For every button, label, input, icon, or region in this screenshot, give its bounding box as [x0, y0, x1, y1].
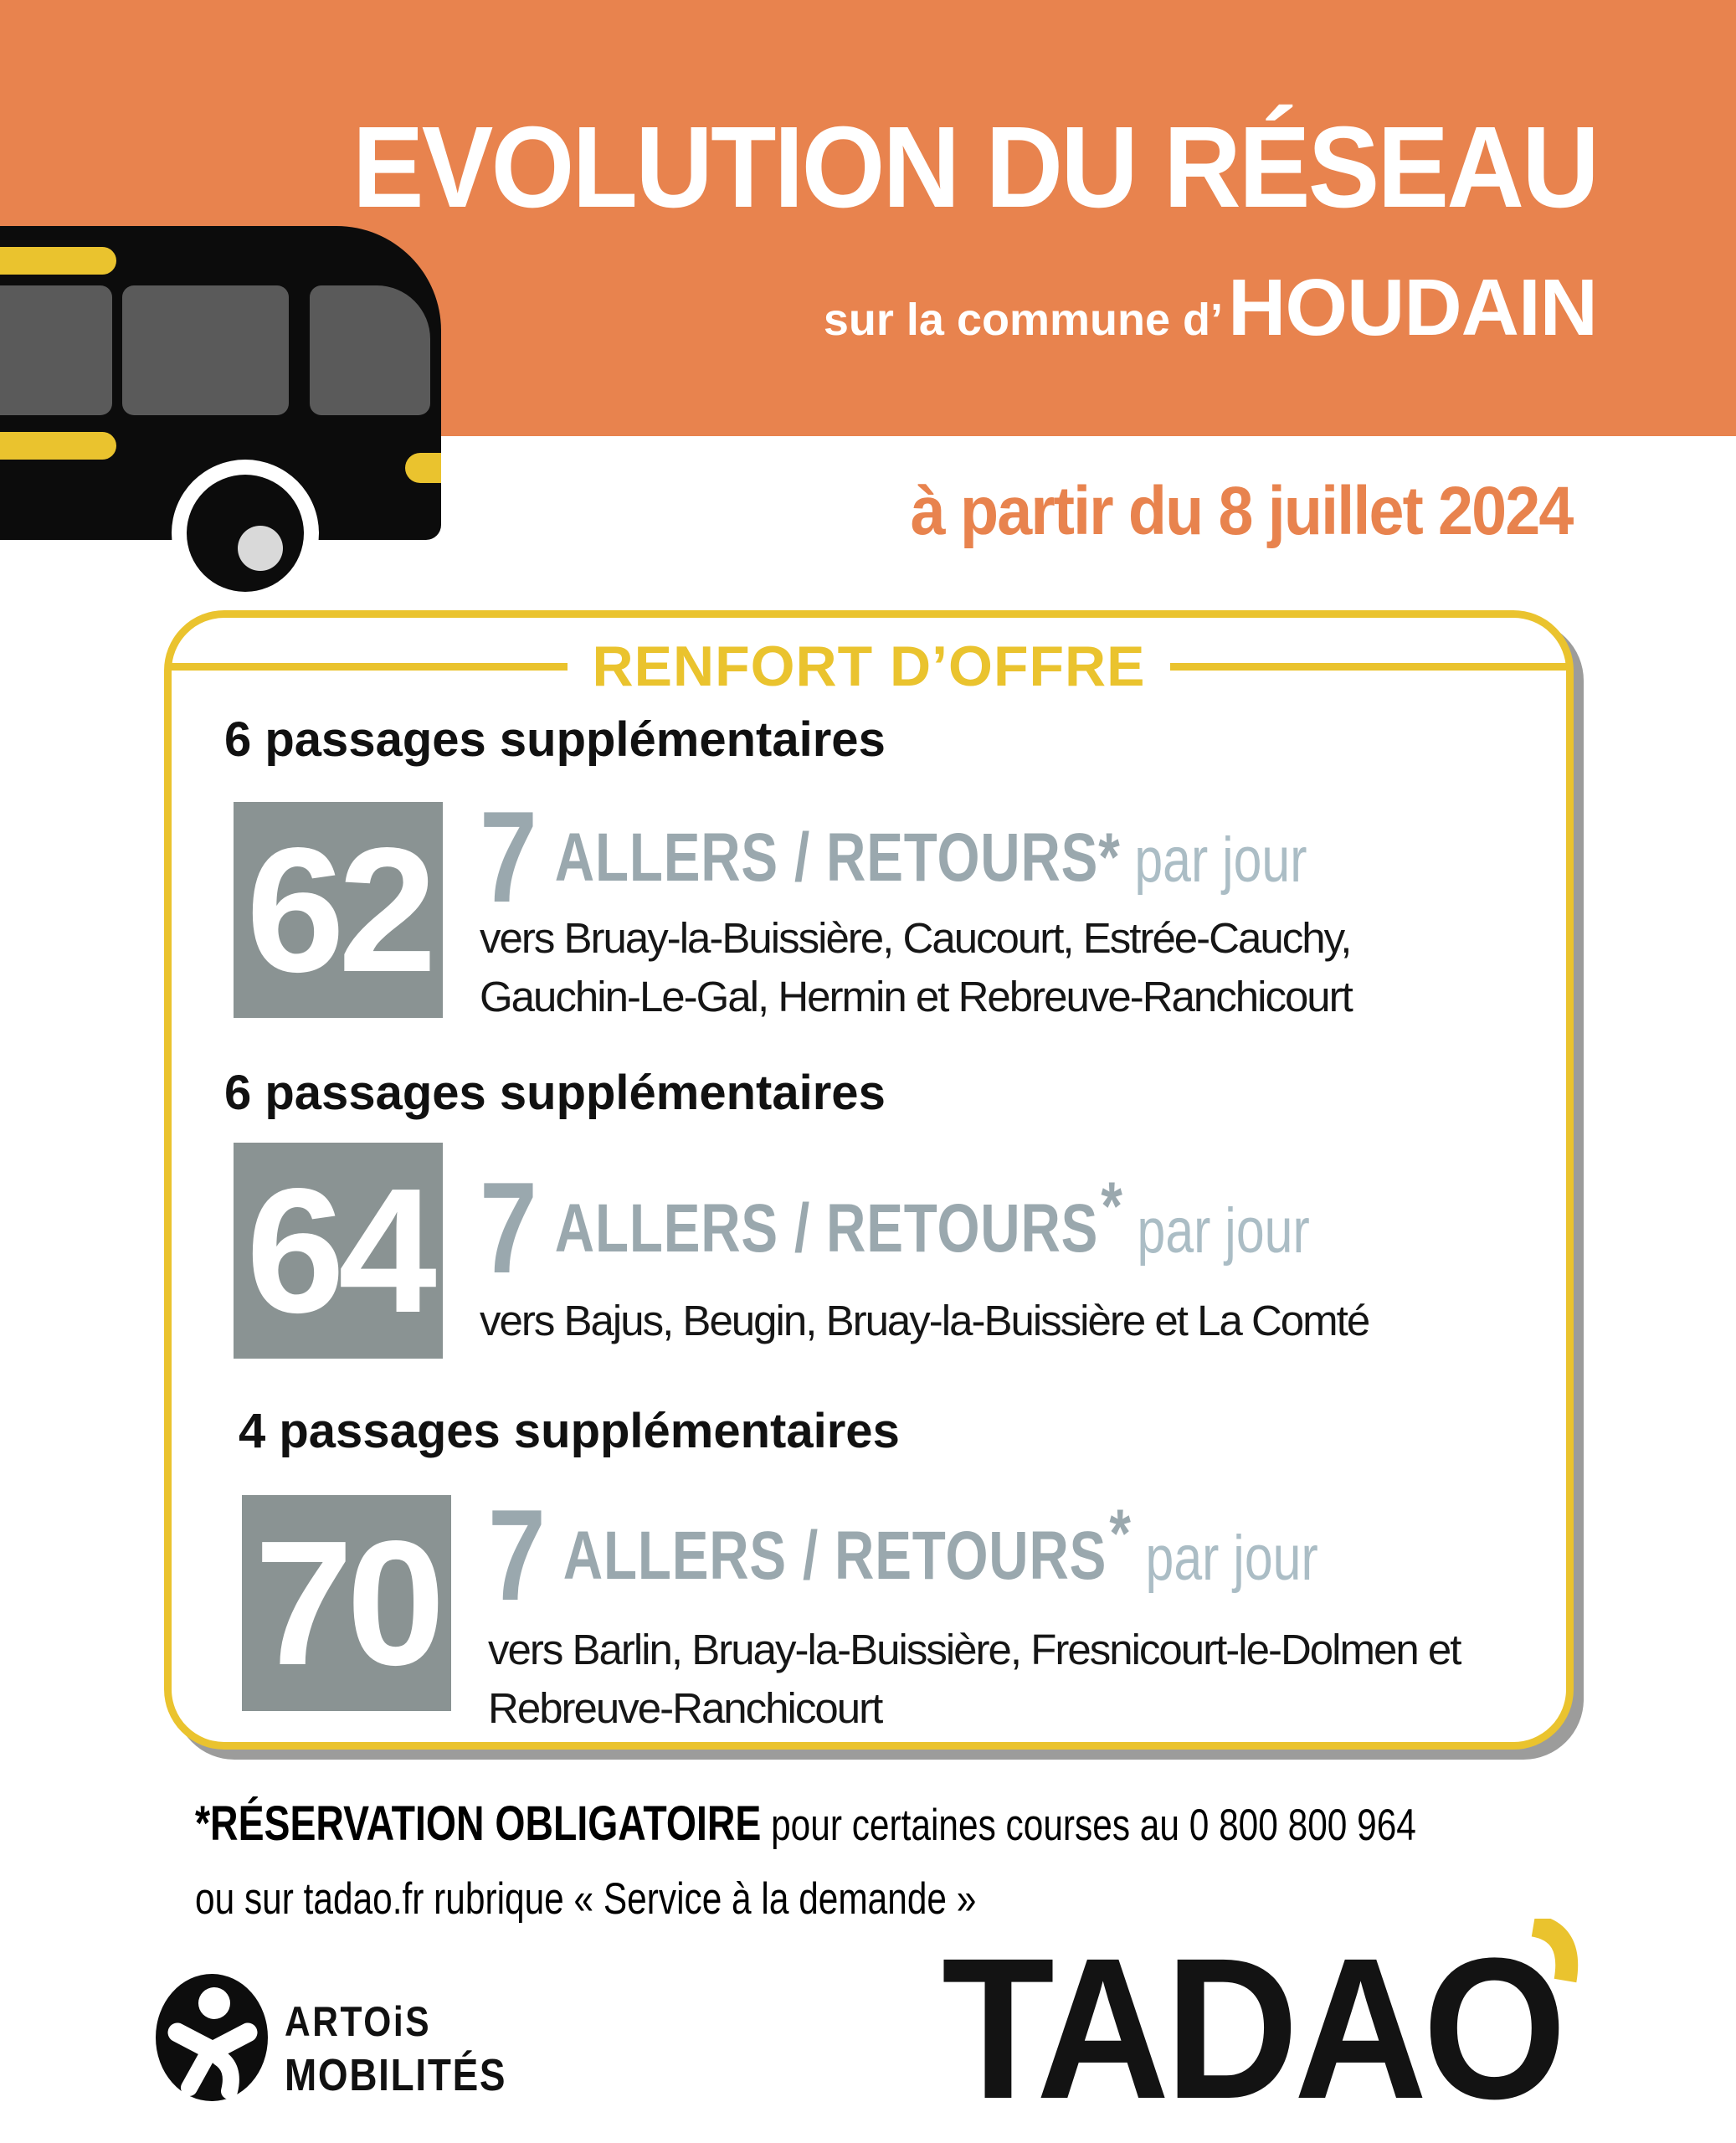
- section-row-line-64: [234, 1143, 1518, 1359]
- offer-box: [164, 610, 1574, 1750]
- bus-stripe-top: [0, 247, 116, 275]
- section-row-line-62: [234, 784, 1514, 1027]
- bus-window-rear: [0, 285, 112, 415]
- trips-frequency-62: par jour: [1134, 825, 1307, 896]
- line-number-badge-64: [234, 1143, 443, 1359]
- section-heading-line-70: 4 passages supplémentaires: [239, 1404, 900, 1458]
- bus-tire: [187, 475, 304, 592]
- tadao-logo: TADAO: [942, 1916, 1563, 2140]
- trip-count-64: 7: [480, 1155, 537, 1300]
- destinations-64: [480, 1292, 1518, 1350]
- artois-logo-line2: MOBILITÉS: [285, 2050, 507, 2100]
- trips-line-64: [480, 1155, 1310, 1300]
- artois-logo-text: [285, 1998, 507, 2101]
- section-details-70: [488, 1483, 1526, 1739]
- destinations-62: [480, 909, 1514, 1027]
- bus-hub: [238, 526, 283, 571]
- trips-frequency-70: par jour: [1145, 1523, 1318, 1594]
- destinations-70-line1: vers Barlin, Bruay-la-Buissière, Fresnicourt-le-Dolmen et: [488, 1626, 1461, 1673]
- trips-asterisk-64: *: [1101, 1169, 1122, 1245]
- poster-subtitle: [823, 263, 1597, 352]
- subtitle-prefix: sur la commune d’: [823, 295, 1224, 345]
- offer-title: RENFORT D’OFFRE: [592, 635, 1146, 698]
- artois-walker-icon: [156, 1974, 268, 2101]
- poster-title: EVOLUTION DU RÉSEAU: [352, 103, 1597, 232]
- bus-window-middle: [122, 285, 289, 415]
- line-number-64: 64: [246, 1151, 430, 1349]
- bus-wheel: [172, 460, 319, 607]
- offer-title-rule-left: [172, 663, 568, 671]
- trips-asterisk-70: *: [1109, 1496, 1131, 1572]
- trips-label-70: ALLERS / RETOURS: [562, 1518, 1107, 1594]
- offer-title-row: [172, 635, 1566, 698]
- trips-line-62: [480, 784, 1307, 929]
- trip-count-62: 7: [480, 784, 537, 929]
- destinations-70: [488, 1621, 1526, 1739]
- destinations-62-line1: vers Bruay-la-Buissière, Caucourt, Estrée-Cauchy,: [480, 914, 1351, 962]
- footnote-rest: pour certaines courses au 0 800 800 964: [761, 1801, 1416, 1850]
- trips-label-64: ALLERS / RETOURS: [554, 1190, 1099, 1267]
- subtitle-city: HOUDAIN: [1228, 263, 1597, 352]
- destinations-64-line1: vers Bajus, Beugin, Bruay-la-Buissière et La Comté: [480, 1297, 1369, 1344]
- section-heading-line-64: 6 passages supplémentaires: [224, 1066, 886, 1120]
- trips-label-62: ALLERS / RETOURS: [554, 820, 1099, 896]
- destinations-62-line2: Gauchin-Le-Gal, Hermin et Rebreuve-Ranchicourt: [480, 973, 1352, 1021]
- footnote-line1: [195, 1796, 1416, 1852]
- trip-count-70: 7: [488, 1483, 546, 1627]
- trips-line-70: [488, 1483, 1318, 1627]
- section-row-line-70: [242, 1483, 1526, 1739]
- line-number-70: 70: [254, 1503, 439, 1702]
- footnote-bold: *RÉSERVATION OBLIGATOIRE: [195, 1796, 762, 1851]
- effective-date: à partir du 8 juillet 2024: [910, 473, 1572, 549]
- line-number-badge-70: [242, 1495, 451, 1711]
- reservation-footnote: [195, 1796, 1416, 1925]
- artois-mobilites-logo: [156, 1974, 546, 2101]
- bus-stripe-bottom: [0, 432, 116, 460]
- line-number-62: 62: [246, 810, 430, 1009]
- trips-frequency-64: par jour: [1137, 1195, 1310, 1267]
- trips-asterisk-62: *: [1098, 820, 1120, 896]
- artois-logo-line1: ARTOiS: [285, 1998, 432, 2045]
- bus-windshield: [310, 285, 430, 415]
- line-number-badge-62: [234, 802, 443, 1018]
- bus-headlight: [405, 453, 441, 483]
- section-details-62: [480, 784, 1514, 1027]
- offer-title-rule-right: [1170, 663, 1566, 671]
- section-heading-line-62: 6 passages supplémentaires: [224, 712, 886, 767]
- destinations-70-line2: Rebreuve-Ranchicourt: [488, 1684, 882, 1733]
- footnote-line2: ou sur tadao.fr rubrique « Service à la demande »: [195, 1874, 977, 1924]
- tadao-accent-icon: [1525, 1919, 1584, 1986]
- section-details-64: [480, 1143, 1518, 1359]
